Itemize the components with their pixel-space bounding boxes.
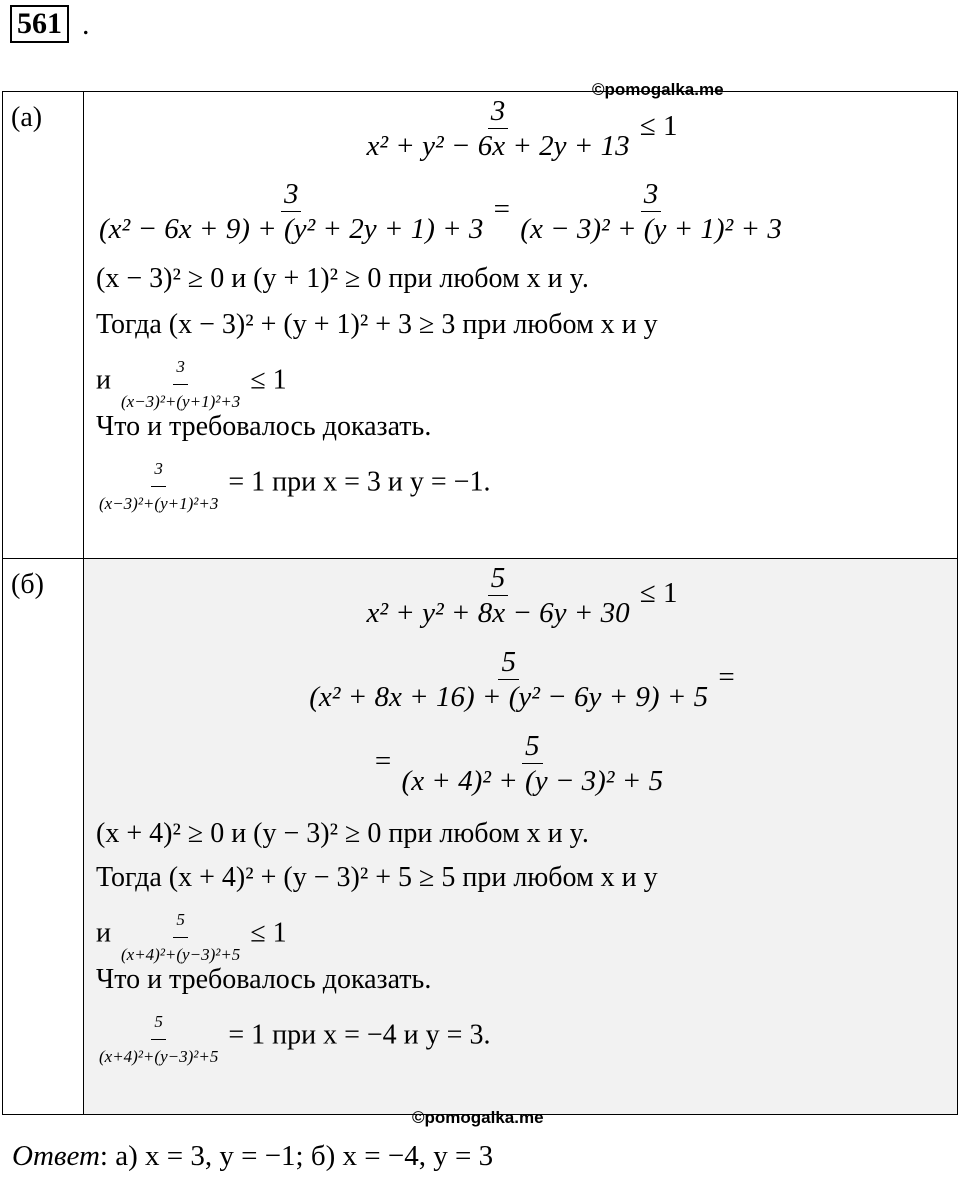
solution-table	[2, 91, 958, 1115]
part-b-row	[3, 559, 958, 1115]
fraction-denominator: x² + y² − 6x + 2y + 13	[366, 130, 630, 162]
problem-number-dot: .	[82, 8, 90, 41]
relation: ≤ 1	[250, 917, 287, 949]
prefix: и	[96, 917, 111, 949]
watermark-top: ©pomogalka.me	[592, 80, 724, 99]
fraction-numerator: 3	[641, 177, 662, 212]
fraction-denominator: (x² + 8x + 16) + (y² − 6y + 9) + 5	[309, 681, 709, 713]
answer-text: : а) x = 3, y = −1; б) x = −4, y = 3	[99, 1140, 494, 1172]
answer	[12, 1140, 493, 1173]
part-b-equation-1	[84, 561, 957, 630]
relation: ≤ 1	[639, 577, 678, 610]
part-a-line-5	[96, 452, 490, 521]
equals-sign: =	[718, 661, 735, 694]
part-b-equation-2	[84, 645, 957, 714]
part-a-body	[84, 92, 958, 559]
fraction-numerator: 3	[281, 177, 302, 212]
fraction-denominator: (x + 4)² + (y − 3)² + 5	[401, 765, 664, 797]
fraction-denominator: (x−3)²+(y+1)²+3	[99, 494, 219, 513]
part-b-label: (б)	[3, 559, 84, 1115]
answer-label: Ответ	[12, 1140, 100, 1172]
fraction-numerator: 3	[151, 452, 166, 487]
part-a-equation-2	[96, 177, 957, 246]
fraction-numerator: 3	[173, 350, 188, 385]
watermark-bottom: ©pomogalka.me	[412, 1108, 544, 1127]
part-b-equation-3	[84, 729, 957, 798]
part-b-body	[84, 559, 958, 1115]
part-a-line-3	[96, 350, 287, 419]
relation: ≤ 1	[639, 110, 678, 143]
part-a-line-1: (x − 3)² ≥ 0 и (y + 1)² ≥ 0 при любом x и y.	[96, 263, 589, 294]
fraction-numerator: 5	[522, 729, 543, 764]
fraction-numerator: 5	[173, 903, 188, 938]
fraction-numerator: 5	[488, 561, 509, 596]
part-b-line-4: Что и требовалось доказать.	[96, 964, 432, 995]
part-b-line-1: (x + 4)² ≥ 0 и (y − 3)² ≥ 0 при любом x и y.	[96, 818, 589, 849]
part-b-line-2: Тогда (x + 4)² + (y − 3)² + 5 ≥ 5 при любом x и y	[96, 862, 658, 893]
part-a-row	[3, 92, 958, 559]
part-b-line-3	[96, 903, 287, 972]
fraction-numerator: 5	[498, 645, 519, 680]
problem-number: 561	[10, 5, 69, 43]
fraction-denominator: (x+4)²+(y−3)²+5	[120, 945, 241, 964]
fraction-denominator: x² + y² + 8x − 6y + 30	[366, 597, 630, 629]
conclusion: = 1 при x = 3 и y = −1.	[228, 466, 491, 498]
fraction-denominator: (x − 3)² + (y + 1)² + 3	[520, 213, 782, 245]
fraction-denominator: (x+4)²+(y−3)²+5	[99, 1047, 219, 1066]
fraction-numerator: 3	[488, 94, 509, 129]
part-a-line-2: Тогда (x − 3)² + (y + 1)² + 3 ≥ 3 при любом x и y	[96, 309, 658, 340]
fraction-numerator: 5	[151, 1005, 166, 1040]
part-a-equation-1	[84, 94, 957, 163]
equals-sign: =	[493, 193, 511, 226]
part-a-label: (а)	[3, 92, 84, 559]
part-a-line-4: Что и требовалось доказать.	[96, 411, 432, 442]
relation: ≤ 1	[250, 364, 287, 396]
fraction-denominator: (x² − 6x + 9) + (y² + 2y + 1) + 3	[99, 213, 484, 245]
part-b-line-5	[96, 1005, 490, 1074]
conclusion: = 1 при x = −4 и y = 3.	[228, 1019, 491, 1051]
equals-sign: =	[374, 745, 392, 778]
prefix: и	[96, 364, 111, 396]
fraction-denominator: (x−3)²+(y+1)²+3	[120, 392, 241, 411]
